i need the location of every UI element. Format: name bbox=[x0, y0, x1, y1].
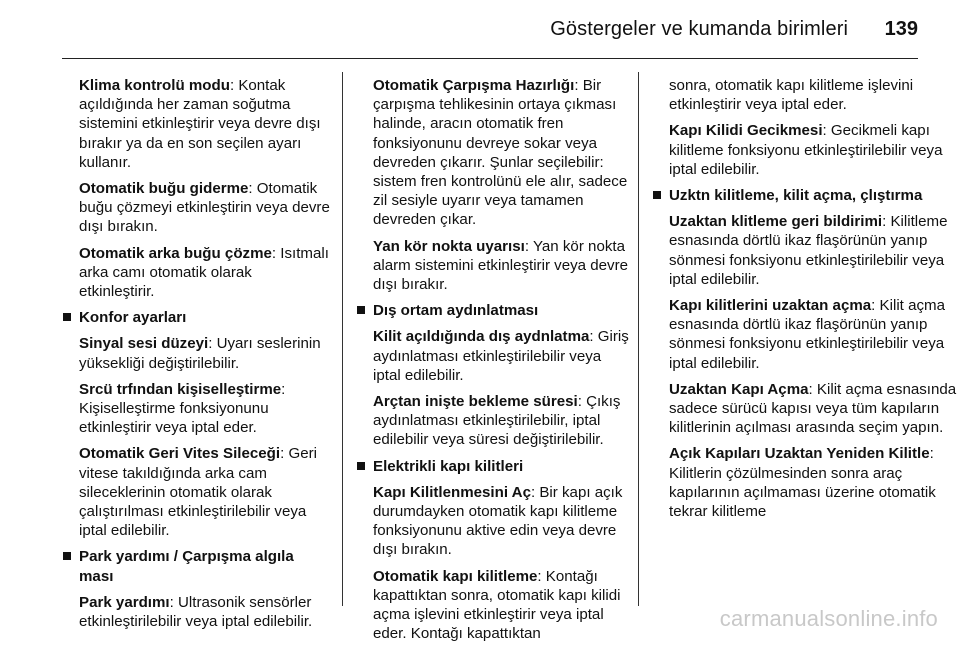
column-divider-2 bbox=[638, 72, 639, 606]
setting-entry bbox=[652, 296, 960, 373]
setting-name: Kapı Kilitlenmesini Aç bbox=[373, 483, 531, 501]
setting-entry bbox=[62, 179, 330, 237]
setting-name: Otomatik Geri Vites Sileceği bbox=[79, 445, 281, 463]
section-heading-text: Elektrikli kapı kilitleri bbox=[373, 457, 524, 475]
column-3 bbox=[652, 76, 960, 528]
setting-entry bbox=[356, 483, 630, 560]
setting-name: Uzaktan klitleme geri bildirimi bbox=[669, 213, 883, 231]
section-heading-text: Dış ortam aydınlatması bbox=[373, 302, 539, 320]
setting-entry bbox=[356, 76, 630, 230]
setting-entry bbox=[62, 380, 330, 438]
setting-description: sonra, otomatik kapı kilitleme işlevini etkinleştirir veya iptal eder. bbox=[669, 77, 914, 114]
section-heading-text: Uzktn kilitleme, kilit açma, çlıştırma bbox=[669, 187, 923, 205]
section-heading bbox=[652, 186, 960, 205]
setting-name: Otomatik Çarpışma Hazırlığı bbox=[373, 77, 575, 94]
setting-description: : Kontağı kapattıktan sonra, otomatik kapı kilidi açma işlevini etkinleştirir veya iptal eder. Kontağı kapattıktan bbox=[373, 567, 621, 643]
column-divider-1 bbox=[342, 72, 343, 606]
setting-entry bbox=[652, 76, 960, 114]
setting-description: : Giriş aydınlatması etkinleştirilebilir veya iptal edilebilir. bbox=[373, 328, 629, 384]
setting-description: : Bir kapı açık durumdayken otomatik kapı kilitleme fonksiyonunu aktive edin veya devre dışı bırakın. bbox=[373, 483, 623, 559]
setting-entry bbox=[62, 444, 330, 540]
square-bullet-icon bbox=[63, 313, 71, 321]
setting-name: Otomatik kapı kilitleme bbox=[373, 567, 538, 585]
square-bullet-icon bbox=[653, 191, 661, 199]
column-2 bbox=[356, 76, 630, 650]
section-heading bbox=[356, 301, 630, 320]
setting-description: : Kilitleme esnasında dörtlü ikaz flaşörünün yanıp sönmesi fonksiyonu etkinleştirilebilir veya iptal edilebilir. bbox=[669, 213, 948, 288]
setting-description: : Bir çarpışma tehlikesinin ortaya çıkması halinde, aracın otomatik fren fonksiyonunu devreye sokar veya devreden çıkarır. Şunlar seçilebilir: sistem fren kontrolünü ele alır, sadece zil sesiyle uyarır veya tamamen devreden çıkar. bbox=[373, 77, 628, 229]
header-divider bbox=[62, 58, 918, 59]
setting-name: Sinyal sesi düzeyi bbox=[79, 335, 209, 353]
section-title: Göstergeler ve kumanda birimleri bbox=[550, 18, 848, 40]
section-heading bbox=[356, 457, 630, 476]
setting-name: Srcü trfından kişiselleştirme bbox=[79, 380, 282, 398]
setting-description: : Kontak açıldığında her zaman soğutma sistemini etkinleştirir veya devre dışı bırakır ya da en son seçilen ayarı kullanır. bbox=[79, 77, 321, 171]
setting-entry bbox=[356, 237, 630, 295]
setting-entry bbox=[62, 593, 330, 631]
setting-entry bbox=[62, 334, 330, 372]
setting-name: Klima kontrolü modu bbox=[79, 77, 230, 94]
setting-name: Otomatik buğu giderme bbox=[79, 180, 249, 198]
setting-description: : Otomatik buğu çözmeyi etkinleştirin veya devre dışı bırakın. bbox=[79, 180, 330, 236]
section-heading bbox=[62, 308, 330, 327]
column-1 bbox=[62, 76, 330, 638]
setting-entry bbox=[652, 212, 960, 289]
square-bullet-icon bbox=[63, 552, 71, 560]
section-heading bbox=[62, 547, 330, 585]
setting-entry bbox=[652, 380, 960, 438]
watermark: carmanualsonline.info bbox=[719, 606, 938, 631]
setting-description: : Kilit açma esnasında dörtlü ikaz flaşörünün yanıp sönmesi fonksiyonu etkinleştirilebilir veya iptal edilebilir. bbox=[669, 297, 945, 372]
setting-description: : Kilitlerin çözülmesinden sonra araç kapılarının açılmaması üzerine otomatik tekrar kilitleme bbox=[669, 445, 936, 521]
page-number: 139 bbox=[884, 18, 918, 40]
page-header bbox=[0, 0, 960, 58]
setting-entry bbox=[62, 244, 330, 302]
setting-name: Uzaktan Kapı Açma bbox=[669, 380, 809, 398]
setting-description: : Uyarı seslerinin yüksekliği değiştirilebilir. bbox=[79, 335, 321, 372]
setting-name: Kilit açıldığında dış aydnlatma bbox=[373, 328, 590, 346]
setting-description: : Yan kör nokta alarm sistemini etkinleştirir veya devre dışı bırakır. bbox=[373, 237, 628, 294]
setting-name: Kapı Kilidi Gecikmesi bbox=[669, 122, 823, 140]
setting-name: Açık Kapıları Uzaktan Yeniden Kilitle bbox=[669, 445, 930, 463]
setting-description: : Ultrasonik sensörler etkinleştirilebilir veya iptal edilebilir. bbox=[79, 593, 313, 631]
setting-name: Kapı kilitlerini uzaktan açma bbox=[669, 297, 872, 315]
setting-description: : Kilit açma esnasında sadece sürücü kapısı veya tüm kapıların kilitlerinin açılması arasında seçim yapın. bbox=[669, 380, 957, 437]
setting-description: : Gecikmeli kapı kilitleme fonksiyonu etkinleştirilebilir veya iptal edilebilir. bbox=[669, 122, 943, 178]
setting-entry bbox=[652, 121, 960, 179]
setting-name: Park yardımı bbox=[79, 593, 170, 611]
setting-name: Yan kör nokta uyarısı bbox=[373, 237, 525, 255]
setting-description: : Çıkış aydınlatması etkinleştirilebilir, iptal edilebilir veya süresi değiştirilebilir. bbox=[373, 393, 621, 449]
setting-entry bbox=[356, 567, 630, 644]
setting-description: : Kişiselleştirme fonksiyonunu etkinleştirir veya iptal eder. bbox=[79, 380, 286, 437]
setting-entry bbox=[652, 444, 960, 521]
setting-entry bbox=[356, 327, 630, 385]
section-heading-text: Konfor ayarları bbox=[79, 309, 187, 327]
setting-entry bbox=[62, 76, 330, 172]
setting-name: Arçtan inişte bekleme süresi bbox=[373, 393, 578, 411]
setting-name: Otomatik arka buğu çözme bbox=[79, 244, 272, 262]
section-heading-text: Park yardımı / Çarpışma algıla ması bbox=[79, 548, 294, 585]
square-bullet-icon bbox=[357, 306, 365, 314]
square-bullet-icon bbox=[357, 462, 365, 470]
setting-entry bbox=[356, 392, 630, 450]
setting-description: : Isıtmalı arka camı otomatik olarak etkinleştirir. bbox=[79, 244, 329, 301]
setting-description: : Geri vitese takıldığında arka cam sileceklerinin otomatik olarak çalıştırılması etkinleştirilebilir veya iptal edilebilir. bbox=[79, 445, 317, 540]
